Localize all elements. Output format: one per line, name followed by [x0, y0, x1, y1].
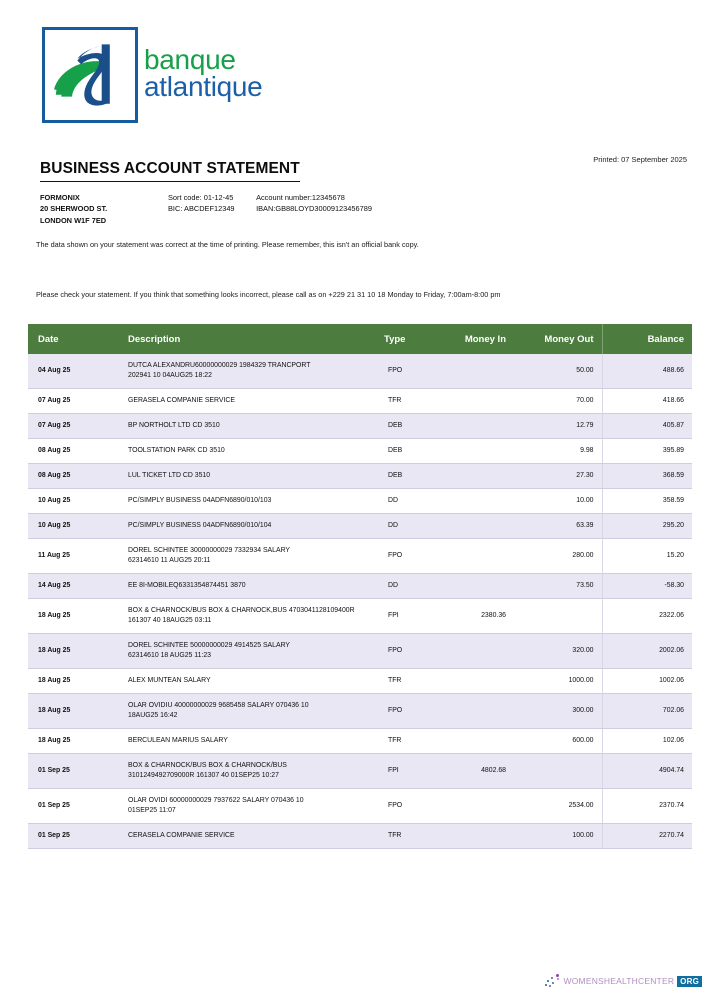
- bic-code: BIC: ABCDEF12349: [168, 204, 235, 214]
- table-body: [28, 354, 692, 849]
- transaction-type: DD: [380, 489, 438, 514]
- transaction-money-in: [438, 389, 514, 414]
- transaction-balance: 395.89: [602, 439, 692, 464]
- transaction-description-line-1: OLAR OVIDI 60000000029 7937622 SALARY 070436 10: [128, 797, 304, 804]
- transaction-balance: 2002.06: [602, 634, 692, 669]
- transaction-money-in: [438, 354, 514, 389]
- iban-code: IBAN:GB88LOYD30009123456789: [256, 204, 372, 214]
- transaction-balance: 2270.74: [602, 824, 692, 849]
- transaction-balance: 295.20: [602, 514, 692, 539]
- table-row[interactable]: [28, 389, 692, 414]
- transaction-description-line-1: TOOLSTATION PARK CD 3510: [128, 447, 225, 454]
- transaction-balance: 2370.74: [602, 789, 692, 824]
- column-header-balance[interactable]: Balance: [602, 324, 692, 354]
- transaction-money-out: 300.00: [514, 694, 602, 729]
- column-header-date[interactable]: Date: [28, 324, 112, 354]
- transaction-date: 08 Aug 25: [28, 464, 112, 489]
- transaction-date: 08 Aug 25: [28, 439, 112, 464]
- transaction-type: TFR: [380, 824, 438, 849]
- page-title: BUSINESS ACCOUNT STATEMENT: [40, 160, 300, 182]
- account-number: Account number:12345678: [256, 193, 345, 202]
- transaction-type: FPI: [380, 754, 438, 789]
- transaction-date: 07 Aug 25: [28, 414, 112, 439]
- transaction-description: [112, 464, 380, 489]
- transaction-money-in: [438, 789, 514, 824]
- transaction-description: [112, 439, 380, 464]
- sparkle-dots-icon: [545, 974, 561, 988]
- transaction-date: 11 Aug 25: [28, 539, 112, 574]
- transaction-type: FPO: [380, 354, 438, 389]
- logo-mark-icon: [42, 27, 138, 123]
- table-row[interactable]: [28, 729, 692, 754]
- transaction-type: DD: [380, 574, 438, 599]
- account-holder-block: [40, 192, 107, 226]
- transaction-description-line-2: 3101249492709000R 161307 40 01SEP25 10:27: [128, 772, 279, 779]
- notice-print-accuracy: The data shown on your statement was correct at the time of printing. Please remember, this isn't an official bank copy.: [36, 240, 419, 249]
- logo-word-banque: banque: [144, 44, 236, 75]
- transaction-description: [112, 414, 380, 439]
- bank-logo: [42, 27, 262, 123]
- transaction-date: 18 Aug 25: [28, 694, 112, 729]
- logo-wordmark: [144, 44, 263, 102]
- transaction-balance: 368.59: [602, 464, 692, 489]
- transaction-money-in: [438, 634, 514, 669]
- table-row[interactable]: [28, 574, 692, 599]
- transaction-money-out: 10.00: [514, 489, 602, 514]
- transaction-description: [112, 729, 380, 754]
- transaction-description-line-1: LUL TICKET LTD CD 3510: [128, 472, 211, 479]
- transaction-date: 14 Aug 25: [28, 574, 112, 599]
- transaction-type: DD: [380, 514, 438, 539]
- transaction-date: 18 Aug 25: [28, 634, 112, 669]
- table-row[interactable]: [28, 754, 692, 789]
- transaction-money-in: [438, 539, 514, 574]
- transaction-money-out: 63.39: [514, 514, 602, 539]
- transaction-date: 18 Aug 25: [28, 599, 112, 634]
- transaction-description-line-2: 18AUG25 16:42: [128, 712, 178, 719]
- table-row[interactable]: [28, 489, 692, 514]
- transaction-description: [112, 574, 380, 599]
- account-holder-name: FORMONIX: [40, 193, 80, 202]
- transaction-money-in: [438, 669, 514, 694]
- transaction-description: [112, 824, 380, 849]
- table-row[interactable]: [28, 634, 692, 669]
- transaction-type: FPO: [380, 634, 438, 669]
- column-header-type[interactable]: Type: [380, 324, 438, 354]
- transaction-description: [112, 634, 380, 669]
- account-identifiers-block: [168, 192, 372, 215]
- table-row[interactable]: [28, 539, 692, 574]
- transaction-money-out: 2534.00: [514, 789, 602, 824]
- transaction-type: FPO: [380, 789, 438, 824]
- table-row[interactable]: [28, 599, 692, 634]
- transaction-date: 01 Sep 25: [28, 754, 112, 789]
- transaction-description-line-1: BERCULEAN MARIUS SALARY: [128, 737, 228, 744]
- column-header-description[interactable]: Description: [112, 324, 380, 354]
- transaction-money-out: 1000.00: [514, 669, 602, 694]
- transaction-money-in: [438, 729, 514, 754]
- transaction-description-line-1: BOX & CHARNOCK/BUS BOX & CHARNOCK,BUS 4703041128109400R: [128, 607, 355, 614]
- transaction-type: FPO: [380, 539, 438, 574]
- transaction-description: [112, 694, 380, 729]
- transaction-type: FPI: [380, 599, 438, 634]
- transaction-balance: 2322.06: [602, 599, 692, 634]
- transaction-balance: 102.06: [602, 729, 692, 754]
- transaction-money-out: 50.00: [514, 354, 602, 389]
- transaction-description-line-2: 62314610 18 AUG25 11:23: [128, 652, 212, 659]
- table-row[interactable]: [28, 789, 692, 824]
- transaction-description: [112, 354, 380, 389]
- transaction-money-out: 27.30: [514, 464, 602, 489]
- transaction-money-in: [438, 439, 514, 464]
- transaction-description: [112, 539, 380, 574]
- transaction-description: [112, 599, 380, 634]
- table-header: [28, 324, 692, 354]
- logo-word-atlantique: atlantique: [144, 70, 263, 102]
- transaction-description-line-2: 161307 40 18AUG25 03:11: [128, 617, 212, 624]
- transaction-balance: 4904.74: [602, 754, 692, 789]
- table-row[interactable]: [28, 669, 692, 694]
- transaction-date: 04 Aug 25: [28, 354, 112, 389]
- transaction-money-out: [514, 599, 602, 634]
- transaction-money-in: [438, 414, 514, 439]
- transaction-description-line-1: GERASELA COMPANIE SERVICE: [128, 397, 235, 404]
- notice-contact: Please check your statement. If you think that something looks incorrect, please call as on +229 21 31 10 18 Monday to Friday, 7:00am-8:00 pm: [36, 290, 501, 299]
- transaction-type: TFR: [380, 669, 438, 694]
- transaction-date: 07 Aug 25: [28, 389, 112, 414]
- transaction-date: 10 Aug 25: [28, 514, 112, 539]
- transaction-balance: 405.87: [602, 414, 692, 439]
- transaction-type: FPO: [380, 694, 438, 729]
- transaction-description-line-1: PC/SIMPLY BUSINESS 04ADFN6890/010/104: [128, 522, 272, 529]
- transaction-description-line-1: BOX & CHARNOCK/BUS BOX & CHARNOCK/BUS: [128, 762, 287, 769]
- transaction-balance: 15.20: [602, 539, 692, 574]
- transaction-description-line-2: 202941 10 04AUG25 18:22: [128, 372, 212, 379]
- transaction-description-line-1: CERASELA COMPANIE SERVICE: [128, 832, 235, 839]
- transaction-money-out: 73.50: [514, 574, 602, 599]
- transaction-balance: 358.59: [602, 489, 692, 514]
- transaction-description-line-1: DOREL SCHINTEE 50000000029 4914525 SALARY: [128, 642, 291, 649]
- transaction-balance: 488.66: [602, 354, 692, 389]
- transaction-money-in: [438, 824, 514, 849]
- transaction-money-out: 9.98: [514, 439, 602, 464]
- transaction-money-out: 12.79: [514, 414, 602, 439]
- transaction-type: TFR: [380, 389, 438, 414]
- transaction-description-line-2: 62314610 11 AUG25 20:11: [128, 557, 211, 564]
- transaction-money-out: 100.00: [514, 824, 602, 849]
- table-row[interactable]: [28, 354, 692, 389]
- transaction-balance: 702.06: [602, 694, 692, 729]
- transaction-money-in: [438, 574, 514, 599]
- transaction-description-line-1: DUTCA ALEXANDRU60000000029 1984329 TRANCPORT: [128, 362, 311, 369]
- transaction-money-in: [438, 514, 514, 539]
- transaction-date: 01 Sep 25: [28, 789, 112, 824]
- transaction-money-out: 320.00: [514, 634, 602, 669]
- transaction-description-line-1: EE 8I-MOBILEQ6331354874451 3870: [128, 582, 246, 589]
- transaction-money-in: [438, 489, 514, 514]
- sort-code: Sort code: 01-12-45: [168, 193, 234, 202]
- transaction-description: [112, 789, 380, 824]
- table-row[interactable]: [28, 824, 692, 849]
- transaction-date: 18 Aug 25: [28, 729, 112, 754]
- transaction-date: 10 Aug 25: [28, 489, 112, 514]
- watermark-text: WOMENSHEALTHCENTER: [563, 976, 675, 986]
- watermark-badge: ORG: [677, 976, 702, 987]
- column-header-money-out[interactable]: Money Out: [514, 324, 602, 354]
- transaction-money-out: [514, 754, 602, 789]
- transaction-description-line-1: ALEX MUNTEAN SALARY: [128, 677, 211, 684]
- transaction-description: [112, 754, 380, 789]
- transactions-table: [28, 324, 692, 849]
- transaction-money-out: 280.00: [514, 539, 602, 574]
- transaction-description: [112, 669, 380, 694]
- transaction-money-in: 4802.68: [438, 754, 514, 789]
- transaction-balance: -58.30: [602, 574, 692, 599]
- transaction-description: [112, 389, 380, 414]
- transaction-description-line-1: DOREL SCHINTEE 30000000029 7332934 SALARY: [128, 547, 291, 554]
- transaction-type: DEB: [380, 464, 438, 489]
- transaction-type: TFR: [380, 729, 438, 754]
- account-address-line-1: 20 SHERWOOD ST.: [40, 204, 108, 214]
- transaction-description-line-2: 01SEP25 11:07: [128, 807, 176, 814]
- footer-watermark: [545, 974, 702, 988]
- transaction-description-line-1: OLAR OVIDIU 40000000029 9685458 SALARY 070436 10: [128, 702, 309, 709]
- printed-date: Printed: 07 September 2025: [593, 155, 687, 164]
- transaction-money-in: [438, 464, 514, 489]
- transaction-description: [112, 489, 380, 514]
- table-row[interactable]: [28, 414, 692, 439]
- table-row[interactable]: [28, 694, 692, 729]
- transaction-description: [112, 514, 380, 539]
- transaction-money-out: 600.00: [514, 729, 602, 754]
- account-address-line-2: LONDON W1F 7ED: [40, 215, 107, 225]
- table-row[interactable]: [28, 439, 692, 464]
- transaction-money-in: 2380.36: [438, 599, 514, 634]
- transaction-money-in: [438, 694, 514, 729]
- transaction-balance: 1002.06: [602, 669, 692, 694]
- column-header-money-in[interactable]: Money In: [438, 324, 514, 354]
- transaction-date: 01 Sep 25: [28, 824, 112, 849]
- transaction-balance: 418.66: [602, 389, 692, 414]
- transaction-date: 18 Aug 25: [28, 669, 112, 694]
- transaction-type: DEB: [380, 414, 438, 439]
- table-header-row: [28, 324, 692, 354]
- transaction-type: DEB: [380, 439, 438, 464]
- transaction-description-line-1: BP NORTHOLT LTD CD 3510: [128, 422, 220, 429]
- table-row[interactable]: [28, 514, 692, 539]
- transaction-money-out: 70.00: [514, 389, 602, 414]
- transaction-description-line-1: PC/SIMPLY BUSINESS 04ADFN6890/010/103: [128, 497, 272, 504]
- table-row[interactable]: [28, 464, 692, 489]
